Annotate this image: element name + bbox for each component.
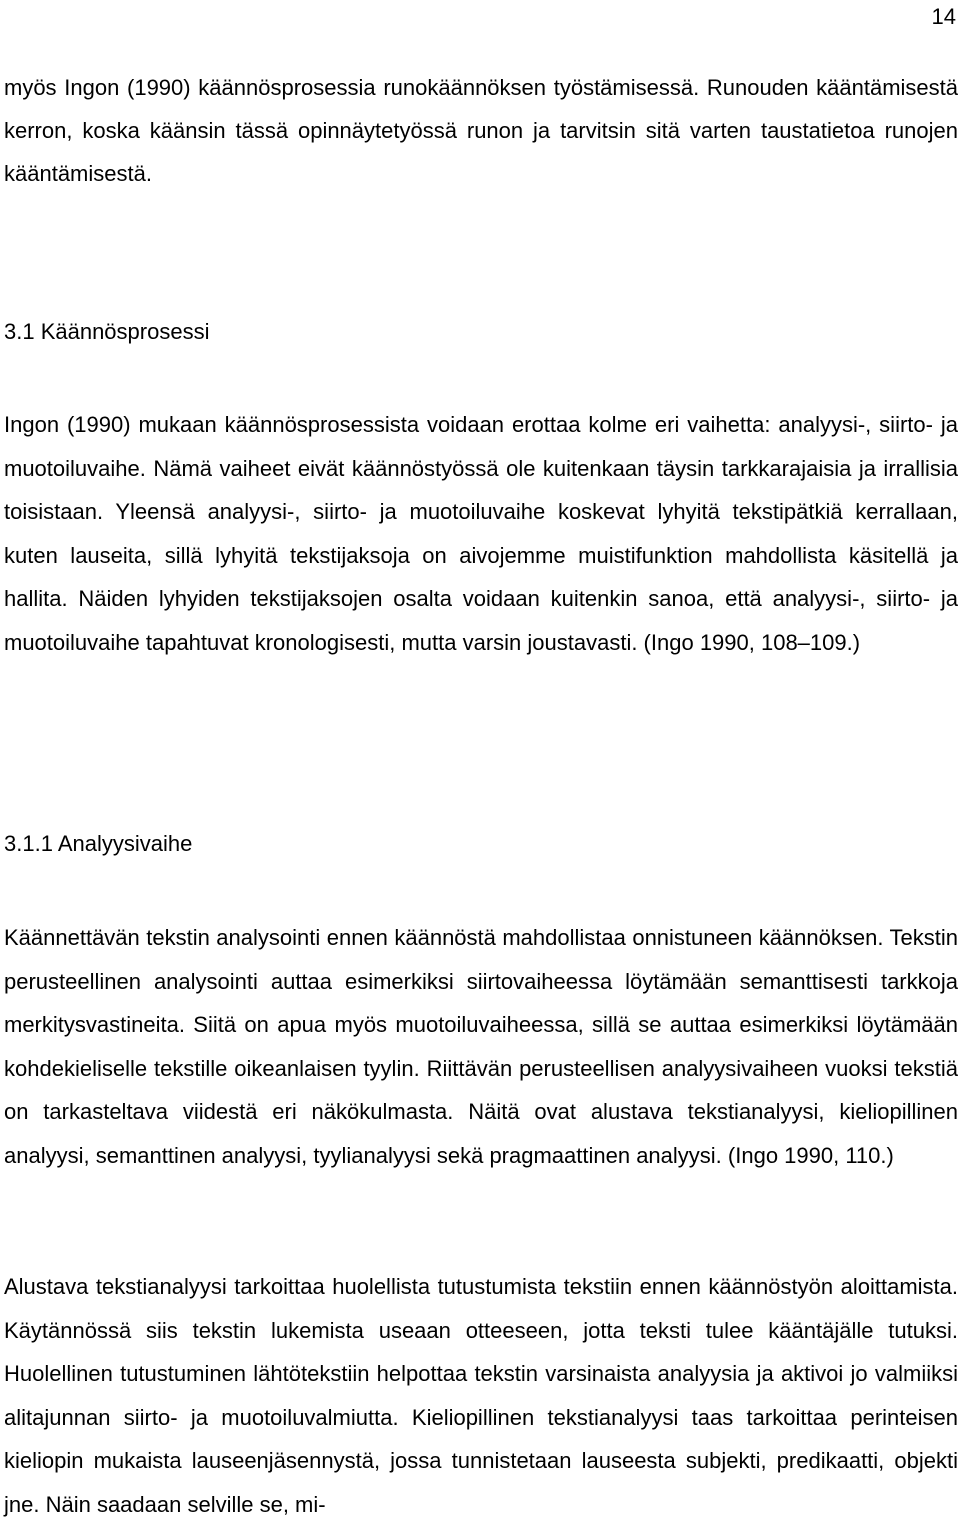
section-heading-3-1-1: 3.1.1 Analyysivaihe [4, 831, 193, 856]
section-3-1-1-paragraph: Käännettävän tekstin analysointi ennen käännöstä mahdollistaa onnistuneen käännöksen. Tekstin perusteellinen analysointi auttaa esimerkiksi siirtovaiheessa löytämään semanttisesti tarkkoja merkitysvastineita. Siitä on apua myös muotoiluvaiheessa, sillä se auttaa esimerkiksi löytämään kohdekieliselle tekstille oikeanlaisen tyylin. Riittävän perusteellisen analyysivaiheen vuoksi tekstiä on tarkasteltava viidestä eri näkökulmasta. Näitä ovat alustava tekstianalyysi, kieliopillinen analyysi, semanttinen analyysi, tyylianalyysi sekä pragmaattinen analyysi. (Ingo 1990, 110.) [4, 925, 958, 1168]
page-number: 14 [931, 4, 956, 29]
intro-paragraph: myös Ingon (1990) käännösprosessia runokäännöksen työstämisessä. Runouden kääntämisestä kerron, koska käänsin tässä opinnäytetyössä runon ja tarvitsin sitä varten taustatietoa runojen kääntämisestä. [4, 75, 958, 186]
section-3-1-paragraph: Ingon (1990) mukaan käännösprosessista voidaan erottaa kolme eri vaihetta: analyysi-, siirto- ja muotoiluvaihe. Nämä vaiheet eivät käännöstyössä ole kuitenkaan täysin tarkkarajaisia ja irrallisia toisistaan. Yleensä analyysi-, siirto- ja muotoiluvaihe koskevat lyhyitä tekstipätkiä kerrallaan, kuten lauseita, sillä lyhyitä tekstijaksoja on aivojemme muistifunktion mahdollista käsitellä ja hallita. Näiden lyhyiden tekstijaksojen osalta voidaan kuitenkin sanoa, että analyysi-, siirto- ja muotoiluvaihe tapahtuvat kronologisesti, mutta varsin joustavasti. (Ingo 1990, 108–109.) [4, 412, 958, 655]
section-heading-3-1: 3.1 Käännösprosessi [4, 319, 210, 344]
alustava-analysis-paragraph: Alustava tekstianalyysi tarkoittaa huolellista tutustumista tekstiin ennen käännöstyön aloittamista. Käytännössä siis tekstin lukemista useaan otteeseen, jotta teksti tulee kääntäjälle tutuksi. Huolellinen tutustuminen lähtötekstiin helpottaa tekstin varsinaista analyysia ja aktivoi jo valmiiksi alitajunnan siirto- ja muotoiluvalmiutta. Kieliopillinen tekstianalyysi taas tarkoittaa perinteisen kieliopin mukaista lauseenjäsennystä, jossa tunnistetaan lauseesta subjekti, predikaatti, objekti jne. Näin saadaan selville se, mi- [4, 1274, 958, 1517]
